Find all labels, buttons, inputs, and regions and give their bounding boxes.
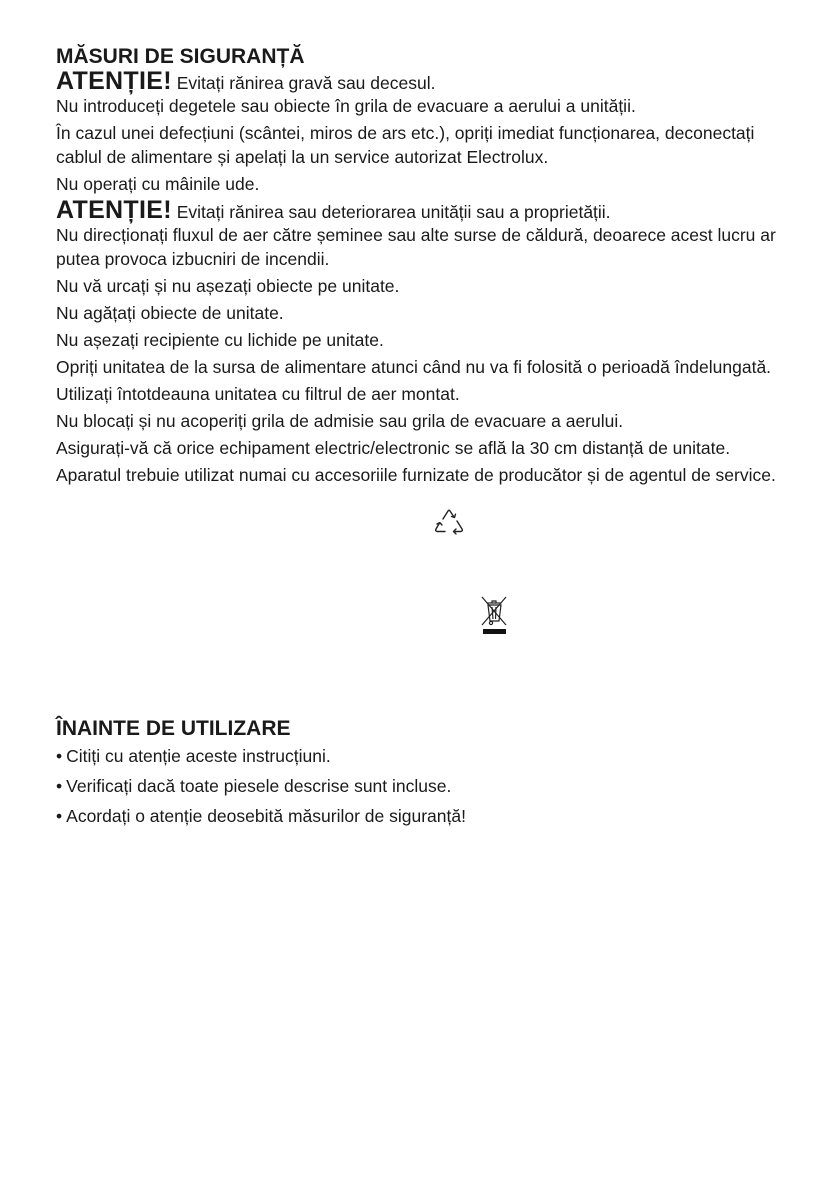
crossed-out-wheelie-bin-icon [479, 594, 509, 636]
warning-2 [56, 196, 796, 224]
safety-item: Nu direcționați fluxul de aer către șeminee sau alte surse de căldură, deoarece acest lucru ar putea provoca izbucniri de incendii. [56, 225, 776, 269]
before-use-item [56, 804, 796, 828]
before-use-item [56, 774, 796, 798]
environment-symbols [56, 490, 796, 716]
before-use-item-text: Verificați dacă toate piesele descrise sunt incluse. [66, 776, 452, 796]
before-use-item-text: Acordați o atenție deosebită măsurilor de siguranță! [66, 806, 466, 826]
safety-item: Nu așezați recipiente cu lichide pe unitate. [56, 330, 384, 350]
before-use-item-text: Citiți cu atenție aceste instrucțiuni. [66, 746, 331, 766]
safety-item: Nu introduceți degetele sau obiecte în grila de evacuare a aerului a unității. [56, 96, 636, 116]
safety-item: Nu agățați obiecte de unitate. [56, 303, 284, 323]
recycle-icon [432, 507, 466, 541]
warning-1 [56, 67, 796, 95]
before-use-item [56, 744, 796, 768]
safety-item: Nu operați cu mâinile ude. [56, 174, 260, 194]
safety-item: Nu vă urcați și nu așezați obiecte pe unitate. [56, 276, 400, 296]
bullet-glyph: • [56, 806, 63, 826]
safety-item: În cazul unei defecțiuni (scântei, miros de ars etc.), opriți imediat funcționarea, deconectați cablul de alimentare și apelați la un service autorizat Electrolux. [56, 123, 755, 167]
manual-page [56, 44, 796, 834]
safety-item: Asigurați-vă că orice echipament electric/electronic se află la 30 cm distanță de unitate. [56, 438, 731, 458]
bullet-glyph: • [56, 746, 63, 766]
safety-item: Utilizați întotdeauna unitatea cu filtrul de aer montat. [56, 384, 460, 404]
before-use-title: ÎNAINTE DE UTILIZARE [56, 717, 291, 740]
bullet-glyph: • [56, 776, 63, 796]
warning-1-text: Evitați rănirea gravă sau decesul. [176, 73, 436, 93]
safety-item: Aparatul trebuie utilizat numai cu accesoriile furnizate de producător și de agentul de service. [56, 465, 776, 485]
safety-title: MĂSURI DE SIGURANȚĂ [56, 45, 305, 68]
warning-1-label: ATENȚIE! [56, 67, 172, 95]
warning-2-text: Evitați rănirea sau deteriorarea unității sau a proprietății. [176, 202, 611, 222]
warning-2-label: ATENȚIE! [56, 196, 172, 224]
safety-item: Opriți unitatea de la sursa de alimentare atunci când nu va fi folosită o perioadă îndelungată. [56, 357, 772, 377]
safety-item: Nu blocați și nu acoperiți grila de admisie sau grila de evacuare a aerului. [56, 411, 624, 431]
